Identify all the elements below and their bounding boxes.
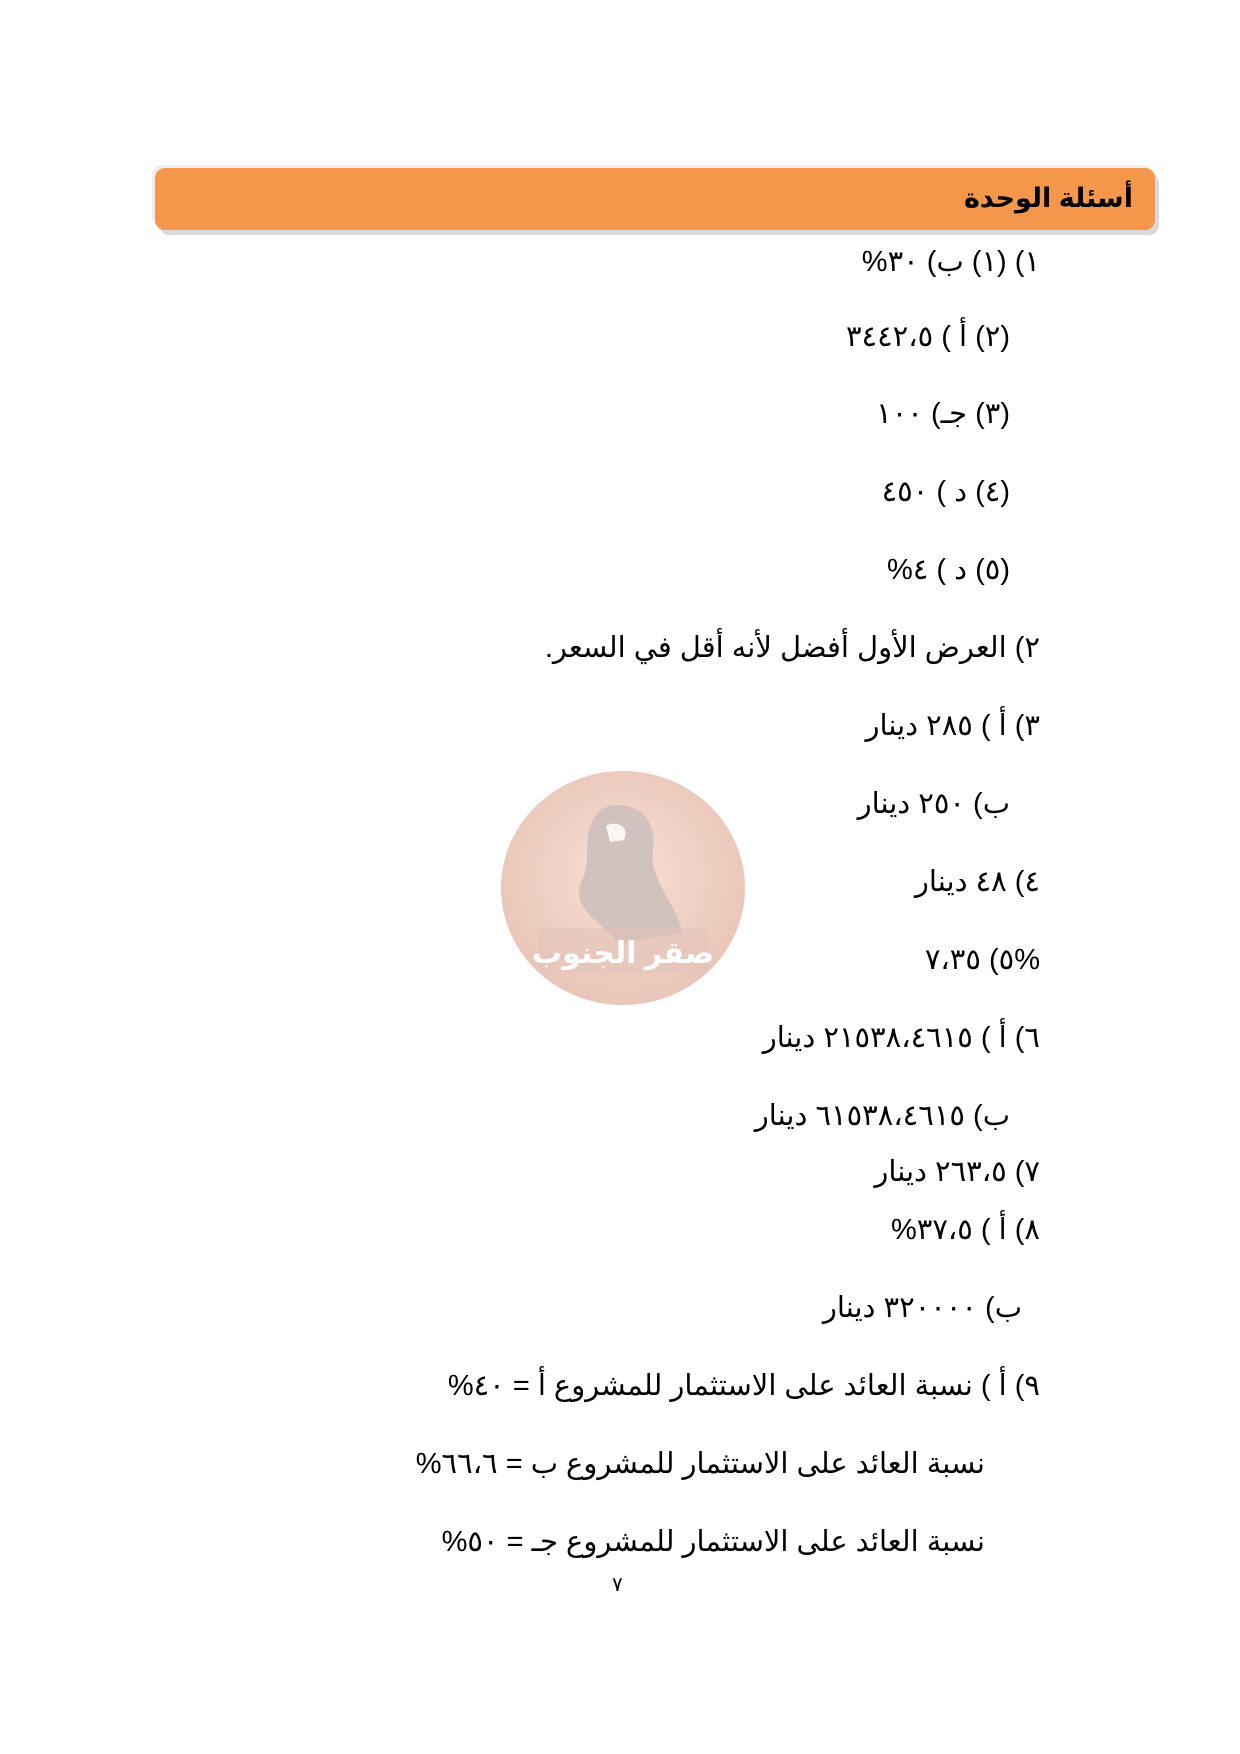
answer-8b: ب) ٣٢٠٠٠٠ دينار [822,1292,1022,1324]
answer-3b: ب) ٢٥٠ دينار [857,788,1010,820]
answer-2: ٢) العرض الأول أفضل لأنه أقل في السعر. [544,632,1040,664]
answer-1-3: (٣) جـ) ١٠٠ [876,398,1010,430]
section-header [155,168,1155,230]
answer-9a: ٩) أ ) نسبة العائد على الاستثمار للمشروع أ = ٤٠% [447,1370,1040,1402]
watermark-text: صقر الجنوب [532,937,714,970]
answer-7: ٧) ٢٦٣،٥ دينار [874,1156,1040,1188]
answer-8a: ٨) أ ) ٣٧،٥% [890,1214,1040,1246]
answer-9c: نسبة العائد على الاستثمار للمشروع جـ = ٥٠% [441,1526,985,1558]
answer-1-2: (٢) أ ) ٣٤٤٢،٥ [845,321,1010,353]
answer-6a: ٦) أ ) ٢١٥٣٨،٤٦١٥ دينار [762,1022,1040,1054]
falcon-logo-icon [498,768,748,1008]
answer-3a: ٣) أ ) ٢٨٥ دينار [865,710,1040,742]
answer-1-4: (٤) د ) ٤٥٠ [881,476,1010,508]
answer-6b: ب) ٦١٥٣٨،٤٦١٥ دينار [754,1100,1010,1132]
page-number: ٧ [612,1574,623,1596]
answer-1-5: (٥) د ) ٤% [886,554,1010,586]
answer-5: ٥) ٧،٣٥% [924,944,1040,976]
section-title: أسئلة الوحدة [963,183,1133,213]
answer-9b: نسبة العائد على الاستثمار للمشروع ب = ٦٦،٦% [415,1448,985,1480]
answer-1-1: ١) (١) ب) ٣٠% [861,246,1040,278]
answer-4: ٤) ٤٨ دينار [914,866,1040,898]
